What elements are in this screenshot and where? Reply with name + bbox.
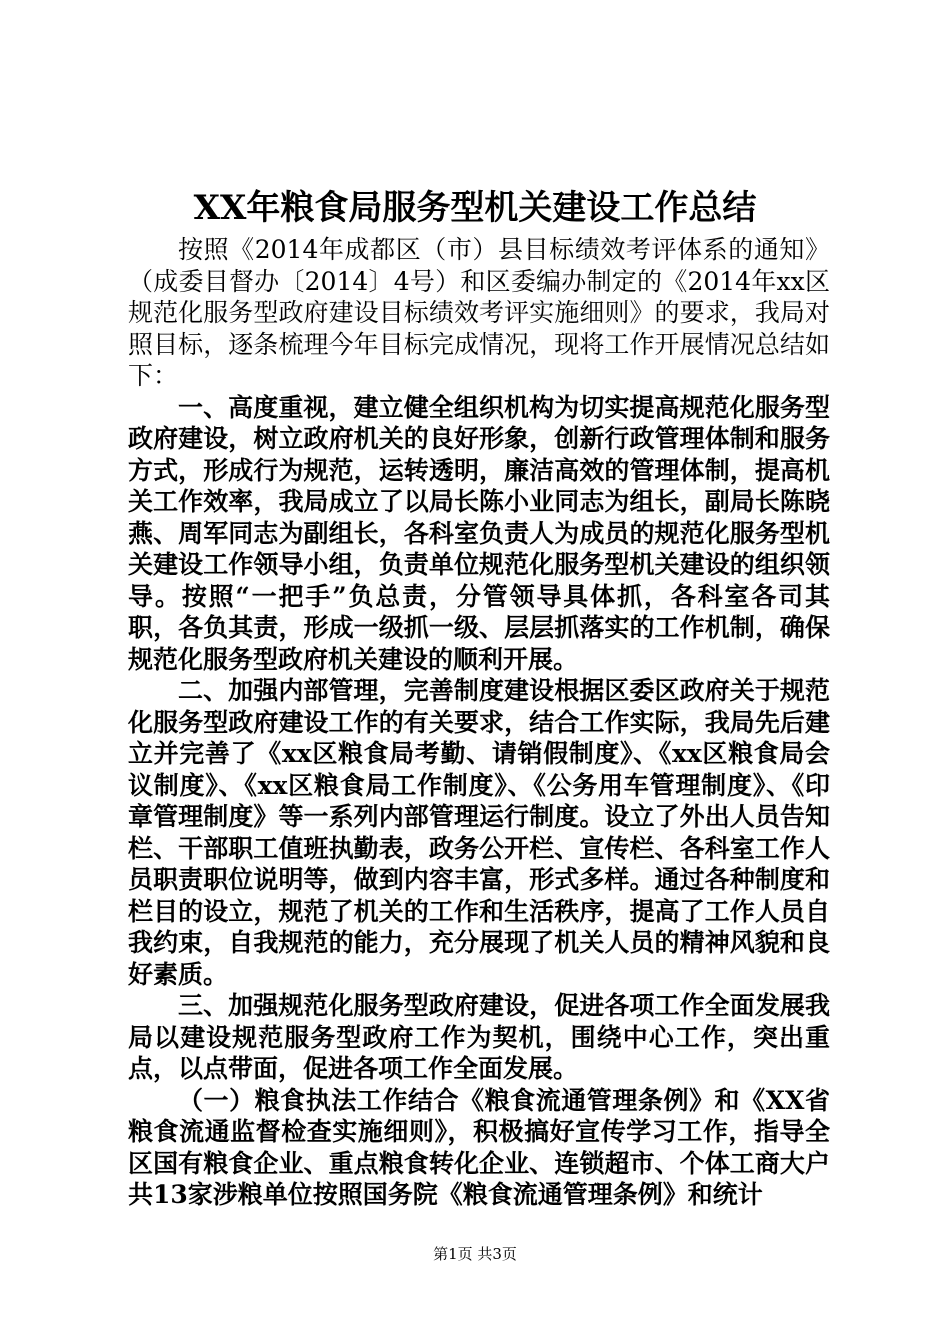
paragraph-section-1: 一、高度重视，建立健全组织机构为切实提高规范化服务型政府建设，树立政府机关的良好形象，创新行政管理体制和服务方式，形成行为规范，运转透明，廉洁高效的管理体制，提高机关工作效率，我局成立了以局长陈小业同志为组长，副局长陈晓燕、周军同志为副组长，各科室负责人为成员的规范化服务型机关建设工作领导小组，负责单位规范化服务型机关建设的组织领导。按照“一把手”负总责，分管领导具体抓，各科室各司其职，各负其责，形成一级抓一级、层层抓落实的工作机制，确保规范化服务型政府机关建设的顺利开展。 [128, 392, 830, 674]
document-title: XX年粮食局服务型机关建设工作总结 [193, 188, 757, 228]
document-body [128, 234, 830, 1211]
page-footer: 第1页 共3页 [433, 1245, 517, 1263]
paragraph-subsection-1: （一）粮食执法工作结合《粮食流通管理条例》和《XX省粮食流通监督检查实施细则》，积极搞好宣传学习工作，指导全区国有粮食企业、重点粮食转化企业、连锁超市、个体工商大户共13家涉粮单位按照国务院《粮食流通管理条例》和统计 [128, 1085, 830, 1209]
paragraph-intro: 按照《2014年成都区（市）县目标绩效考评体系的通知》（成委目督办〔2014〕4号）和区委编办制定的《2014年xx区规范化服务型政府建设目标绩效考评实施细则》的要求，我局对照目标，逐条梳理今年目标完成情况，现将工作开展情况总结如下： [128, 235, 830, 390]
paragraph-section-2: 二、加强内部管理，完善制度建设根据区委区政府关于规范化服务型政府建设工作的有关要求，结合工作实际，我局先后建立并完善了《xx区粮食局考勤、请销假制度》、《xx区粮食局会议制度》、《xx区粮食局工作制度》、《公务用车管理制度》、《印章管理制度》等一系列内部管理运行制度。设立了外出人员告知栏、干部职工值班执勤表，政务公开栏、宣传栏、各科室工作人员职责职位说明等，做到内容丰富，形式多样。通过各种制度和栏目的设立，规范了机关的工作和生活秩序，提高了工作人员自我约束，自我规范的能力，充分展现了机关人员的精神风貌和良好素质。 [128, 676, 830, 989]
paragraph-section-3: 三、加强规范化服务型政府建设，促进各项工作全面发展我局以建设规范服务型政府工作为契机，围绕中心工作，突出重点，以点带面，促进各项工作全面发展。 [128, 991, 830, 1083]
